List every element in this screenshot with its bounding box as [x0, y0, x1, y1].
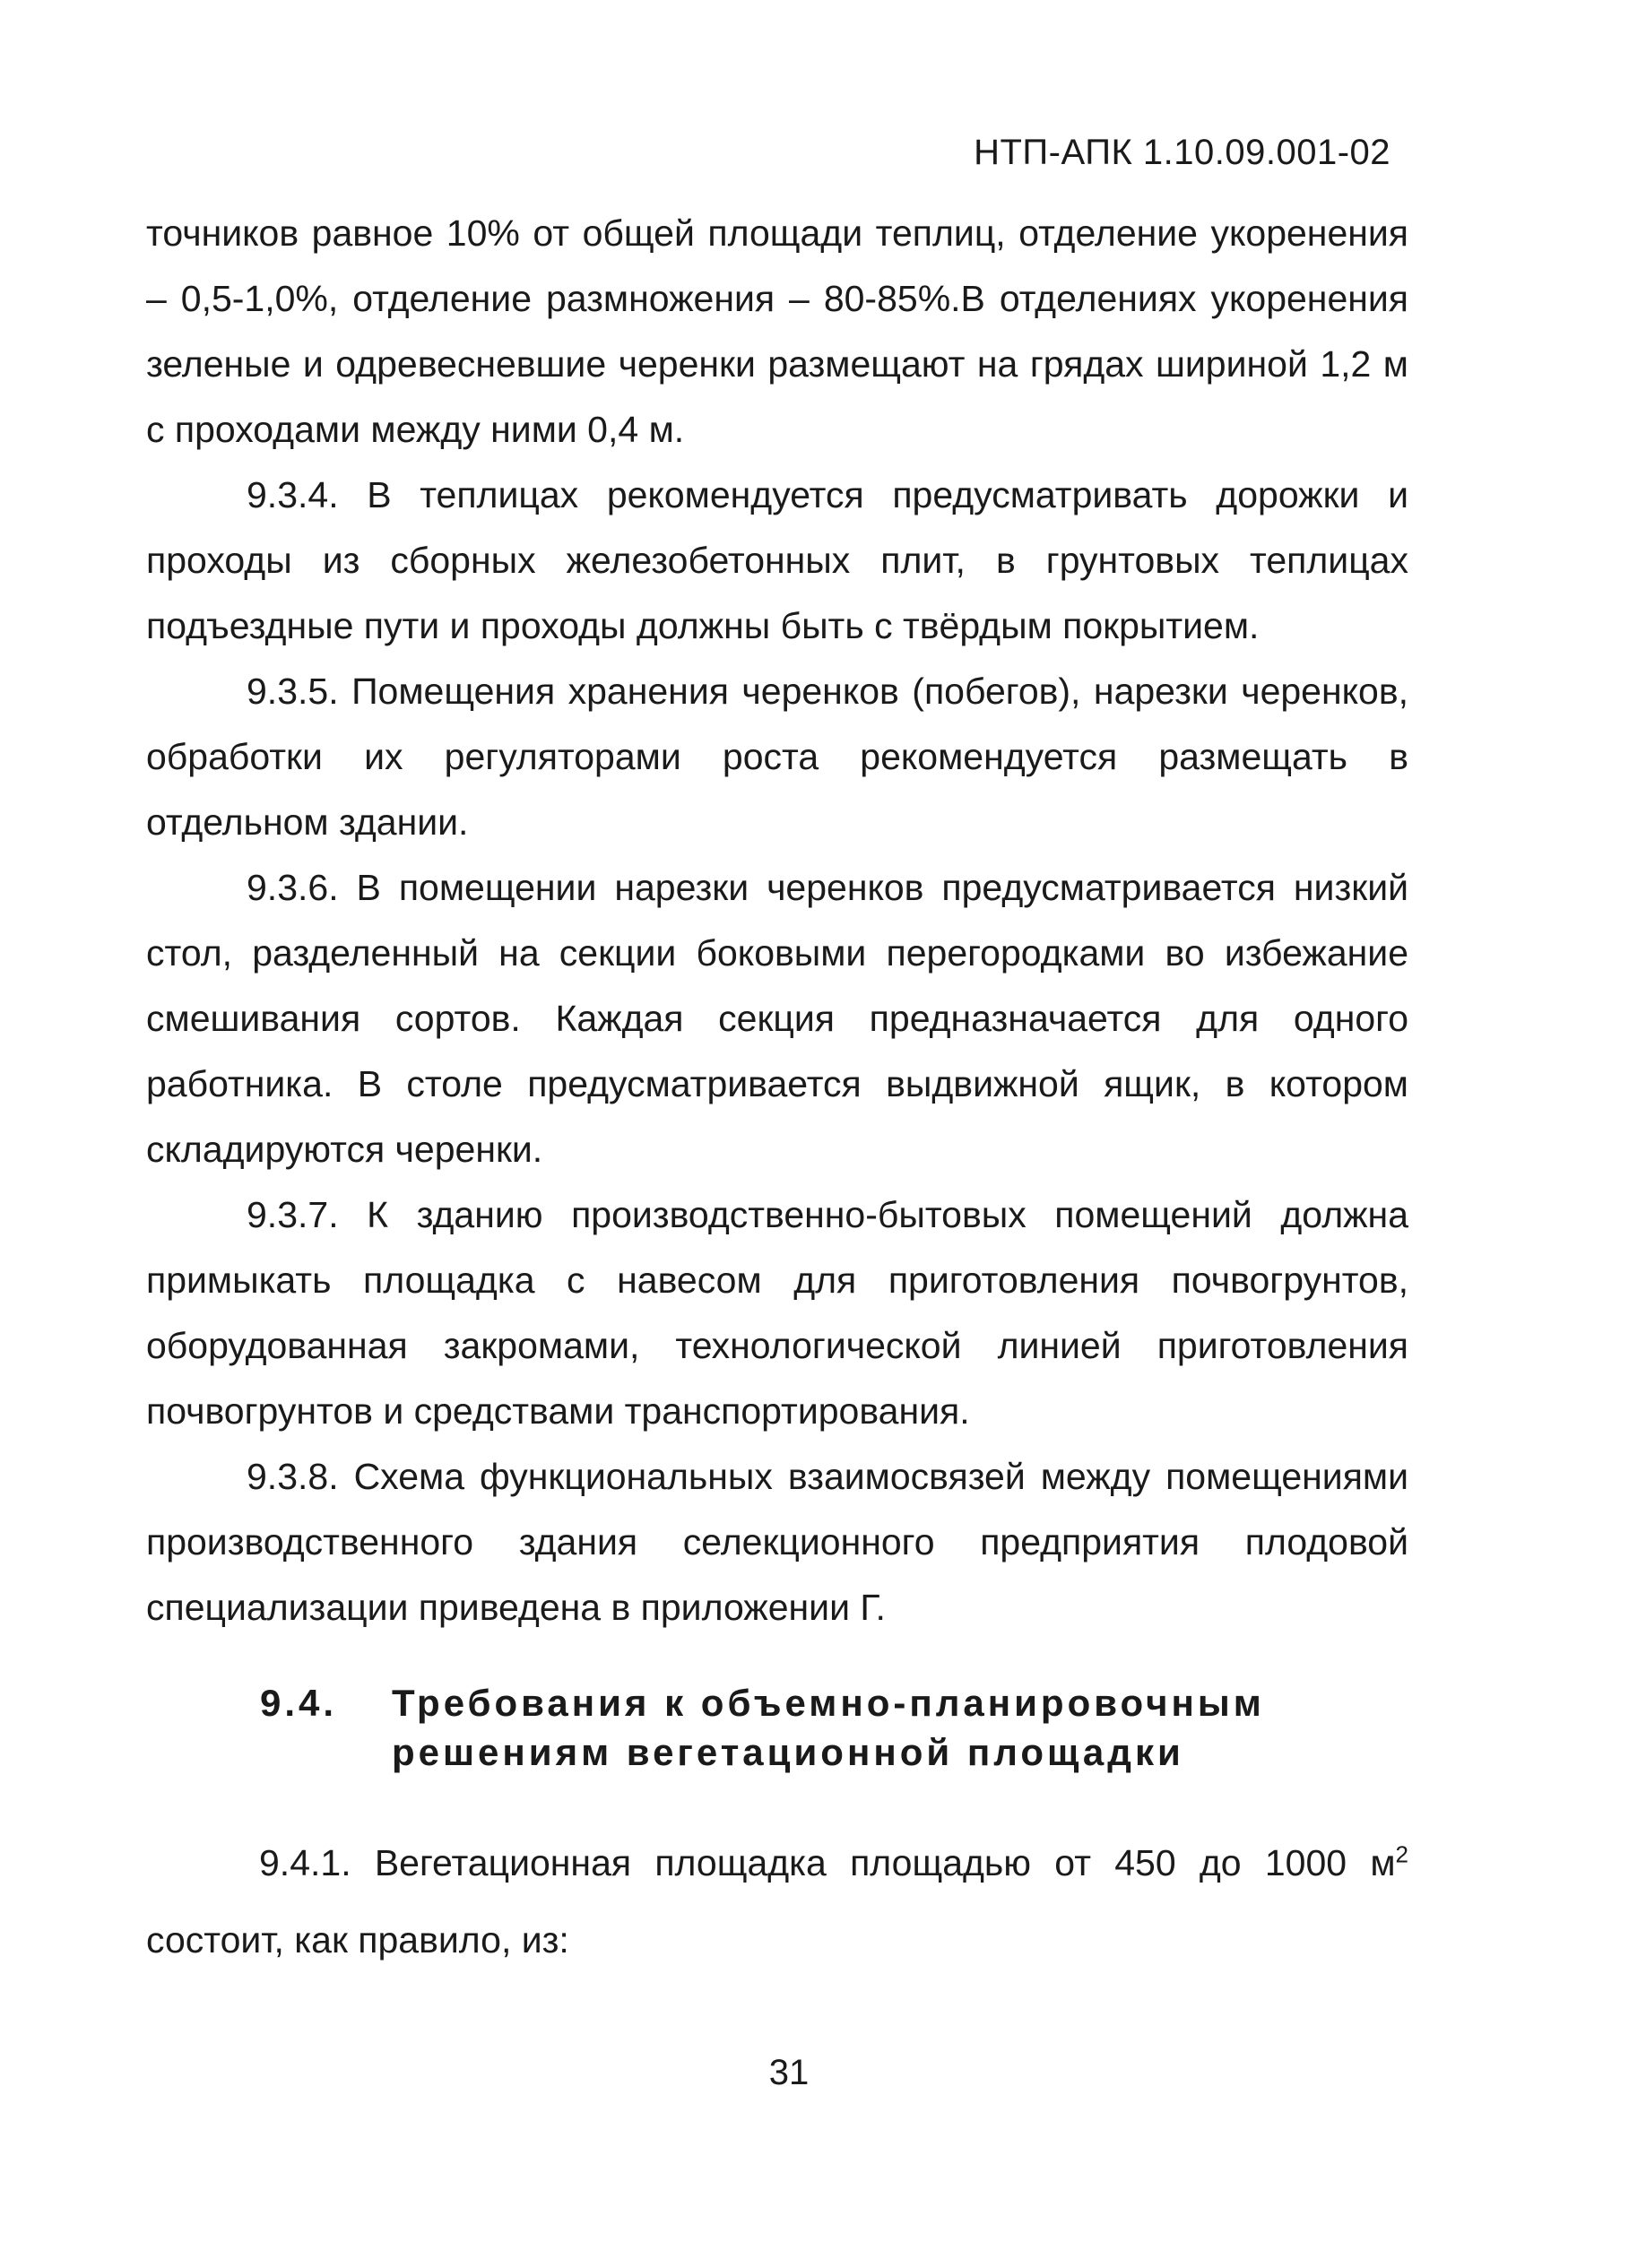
- section-body: [146, 1824, 1408, 1978]
- section-title-line-2: решениям вегетационной площадки: [392, 1731, 1184, 1773]
- body-text: [146, 201, 1408, 1640]
- section-number: 9.4.: [260, 1682, 338, 1724]
- paragraph-continuation: точников равное 10% от общей площади теплиц, отделение укоренения – 0,5-1,0%, отделение размножения – 80-85%.В отделениях укоренения зеленые и одревесневшие черенки размещают на грядах шириной 1,2 м с проходами между ними 0,4 м.: [146, 212, 1408, 450]
- document-code: НТП-АПК 1.10.09.001-02: [974, 133, 1390, 172]
- paragraph-9-3-5: 9.3.5. Помещения хранения черенков (побегов), нарезки черенков, обработки их регуляторами роста рекомендуется размещать в отдельном здании.: [146, 671, 1408, 843]
- superscript-2: 2: [1395, 1840, 1408, 1868]
- paragraph-9-3-8: 9.3.8. Схема функциональных взаимосвязей между помещениями производственного здания селекционного предприятия плодовой специализации приведена в приложении Г.: [146, 1456, 1408, 1628]
- paragraph-9-3-4: 9.3.4. В теплицах рекомендуется предусматривать дорожки и проходы из сборных железобетонных плит, в грунтовых теплицах подъездные пути и проходы должны быть с твёрдым покрытием.: [146, 474, 1408, 646]
- paragraph-9-4-1: [146, 1824, 1408, 1978]
- section-title: [392, 1678, 1360, 1777]
- paragraph-9-4-1-end: состоит, как правило, из:: [146, 1919, 569, 1961]
- section-title-line-1: Требования к объемно-планировочным: [392, 1682, 1265, 1724]
- page-number: 31: [768, 2053, 810, 2092]
- paragraph-9-4-1-start: 9.4.1. Вегетационная площадка площадью от 450 до 1000 м: [259, 1842, 1396, 1883]
- paragraph-9-3-7: 9.3.7. К зданию производственно-бытовых помещений должна примыкать площадка с навесом для приготовления почвогрунтов, оборудованная закромами, технологической линией приготовления почвогрунтов и средствами транспортирования.: [146, 1194, 1408, 1432]
- paragraph-9-3-6: 9.3.6. В помещении нарезки черенков предусматривается низкий стол, разделенный на секции боковыми перегородками во избежание смешивания сортов. Каждая секция предназначается для одного работника. В столе предусматривается выдвижной ящик, в котором складируются черенки.: [146, 867, 1408, 1170]
